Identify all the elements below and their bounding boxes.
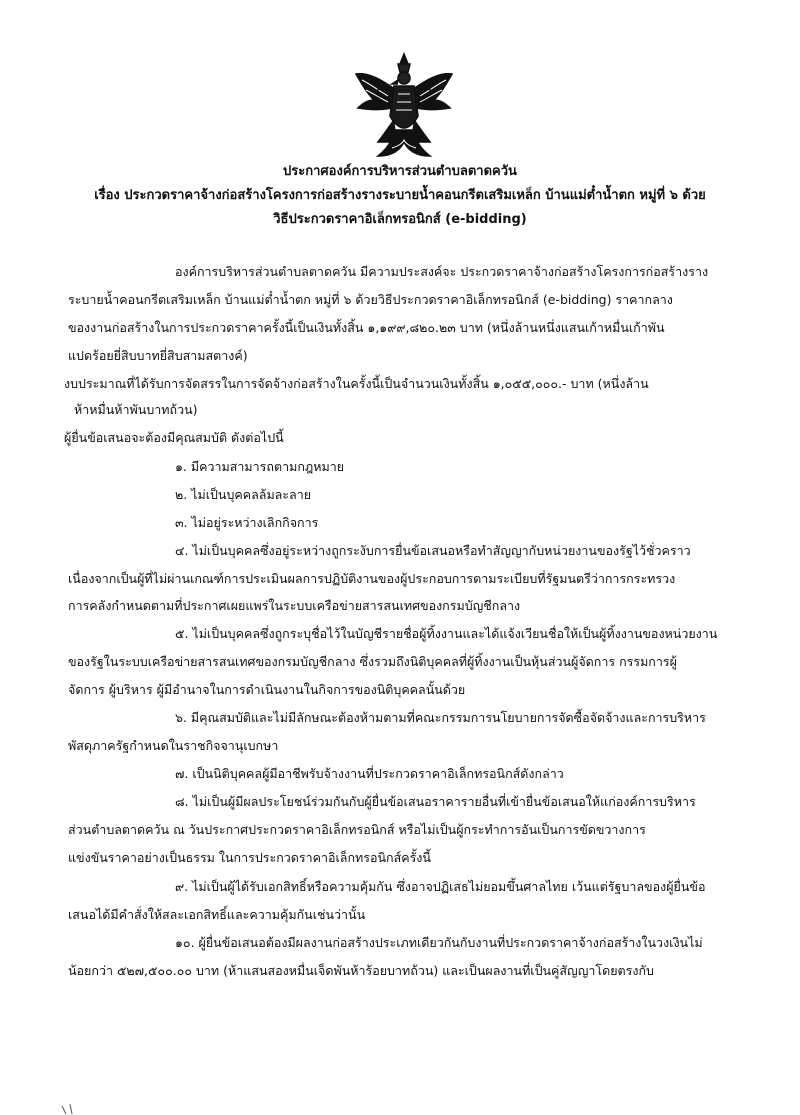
- body-line: พัสดุภาครัฐกำหนดในราชกิจจานุเบกษา: [68, 738, 279, 753]
- qualification-item: ๗. เป็นนิติบุคคลผู้มีอาชีพรับจ้างงานที่ประกวดราคาอิเล็กทรอนิกส์ดังกล่าว: [175, 766, 564, 781]
- body-line: น้อยกว่า ๕๒๗,๕๐๐.๐๐ บาท (ห้าแสนสองหมื่นเจ็ดพันห้าร้อยบาทถ้วน) และเป็นผลงานที่เป็นคู่สัญญาโดยตรงกับ: [68, 963, 654, 978]
- body-line: ห้าหมื่นห้าพันบาทถ้วน): [74, 402, 198, 417]
- body-line: จัดการ ผู้บริหาร ผู้มีอำนาจในการดำเนินงานในกิจการของนิติบุคคลนั้นด้วย: [68, 682, 466, 697]
- qualification-item: ๑๐. ผู้ยื่นข้อเสนอต้องมีผลงานก่อสร้างประเภทเดียวกันกับงานที่ประกวดราคาจ้างก่อสร้างในวงเงินไม่: [175, 935, 703, 950]
- qualification-item: ๙. ไม่เป็นผู้ได้รับเอกสิทธิ์หรือความคุ้มกัน ซึ่งอาจปฏิเสธไม่ยอมขึ้นศาลไทย เว้นแต่รัฐบาลของผู้ยื่นข้อ: [175, 879, 706, 894]
- body-line: ของงานก่อสร้างในการประกวดราคาครั้งนี้เป็นเงินทั้งสิ้น ๑,๑๙๙,๘๒๐.๒๓ บาท (หนึ่งล้านหนึ่งแสนเก้าหมื่นเก้าพัน: [68, 320, 665, 335]
- qualification-item: ๖. มีคุณสมบัติและไม่มีลักษณะต้องห้ามตามที่คณะกรรมการนโยบายการจัดซื้อจัดจ้างและการบริหาร: [175, 710, 706, 725]
- qualification-item: ๕. ไม่เป็นบุคคลซึ่งถูกระบุชื่อไว้ในบัญชีรายชื่อผู้ทิ้งงานและได้แจ้งเวียนชื่อให้เป็นผู้ทิ้งงานของหน่วยงาน: [175, 626, 718, 641]
- qualification-item: ๔. ไม่เป็นบุคคลซึ่งอยู่ระหว่างถูกระงับการยื่นข้อเสนอหรือทำสัญญากับหน่วยงานของรัฐไว้ชั่วคราว: [175, 543, 691, 558]
- subject-line-1: เรื่อง ประกวดราคาจ้างก่อสร้างโครงการก่อสร้างรางระบายน้ำคอนกรีตเสริมเหล็ก บ้านแม่ต๋ำน้ำตก หมู่ที่ ๖ ด้วย: [94, 188, 706, 203]
- body-line: แปดร้อยยี่สิบบาทยี่สิบสามสตางค์): [68, 348, 248, 363]
- garuda-emblem-icon: [348, 50, 460, 162]
- body-line: องค์การบริหารส่วนตำบลตาดควัน มีความประสงค์จะ ประกวดราคาจ้างก่อสร้างโครงการก่อสร้างราง: [175, 264, 709, 279]
- body-line: แข่งขันราคาอย่างเป็นธรรม ในการประกวดราคาอิเล็กทรอนิกส์ครั้งนี้: [68, 850, 431, 865]
- body-line: เสนอได้มีคำสั่งให้สละเอกสิทธิ์และความคุ้มกันเช่นว่านั้น: [68, 907, 366, 922]
- body-line: ของรัฐในระบบเครือข่ายสารสนเทศของกรมบัญชีกลาง ซึ่งรวมถึงนิติบุคคลที่ผู้ทิ้งงานเป็นหุ้นส่วนผู้จัดการ กรรมการผู้: [68, 654, 677, 669]
- body-line: ระบายน้ำคอนกรีตเสริมเหล็ก บ้านแม่ต๋ำน้ำตก หมู่ที่ ๖ ด้วยวิธีประกวดราคาอิเล็กทรอนิกส์ (e-bidding) ราคากลาง: [68, 292, 673, 307]
- body-line: งบประมาณที่ได้รับการจัดสรรในการจัดจ้างก่อสร้างในครั้งนี้เป็นจำนวนเงินทั้งสิ้น ๑,๐๕๕,๐๐๐.- บาท (หนึ่งล้าน: [64, 376, 649, 391]
- qualification-item: ๑. มีความสามารถตามกฎหมาย: [175, 459, 345, 474]
- body-line: การคลังกำหนดตามที่ประกาศเผยแพร่ในระบบเครือข่ายสารสนเทศของกรมบัญชีกลาง: [68, 598, 521, 613]
- qualification-item: ๓. ไม่อยู่ระหว่างเลิกกิจการ: [175, 515, 319, 530]
- body-line: เนื่องจากเป็นผู้ที่ไม่ผ่านเกณฑ์การประเมินผลการปฏิบัติงานของผู้ประกอบการตามระเบียบที่รัฐมนตรีว่าการกระทรวง: [68, 571, 676, 586]
- body-line: ส่วนตำบลตาดควัน ณ วันประกาศประกวดราคาอิเล็กทรอนิกส์ หรือไม่เป็นผู้กระทำการอันเป็นการขัดขวางการ: [68, 822, 646, 837]
- scan-edge-mark: [0, 1098, 800, 1115]
- subject-line-2: วิธีประกวดราคาอิเล็กทรอนิกส์ (e-bidding): [273, 212, 527, 227]
- qualification-item: ๘. ไม่เป็นผู้มีผลประโยชน์ร่วมกันกับผู้ยื่นข้อเสนอราคารายอื่นที่เข้ายื่นข้อเสนอให้แก่องค์การบริหาร: [175, 794, 696, 809]
- qualification-item: ๒. ไม่เป็นบุคคลล้มละลาย: [175, 487, 312, 502]
- qualification-heading: ผู้ยื่นข้อเสนอจะต้องมีคุณสมบัติ ดังต่อไปนี้: [64, 430, 284, 445]
- announcement-title: ประกาศองค์การบริหารส่วนตำบลตาดควัน: [283, 164, 517, 179]
